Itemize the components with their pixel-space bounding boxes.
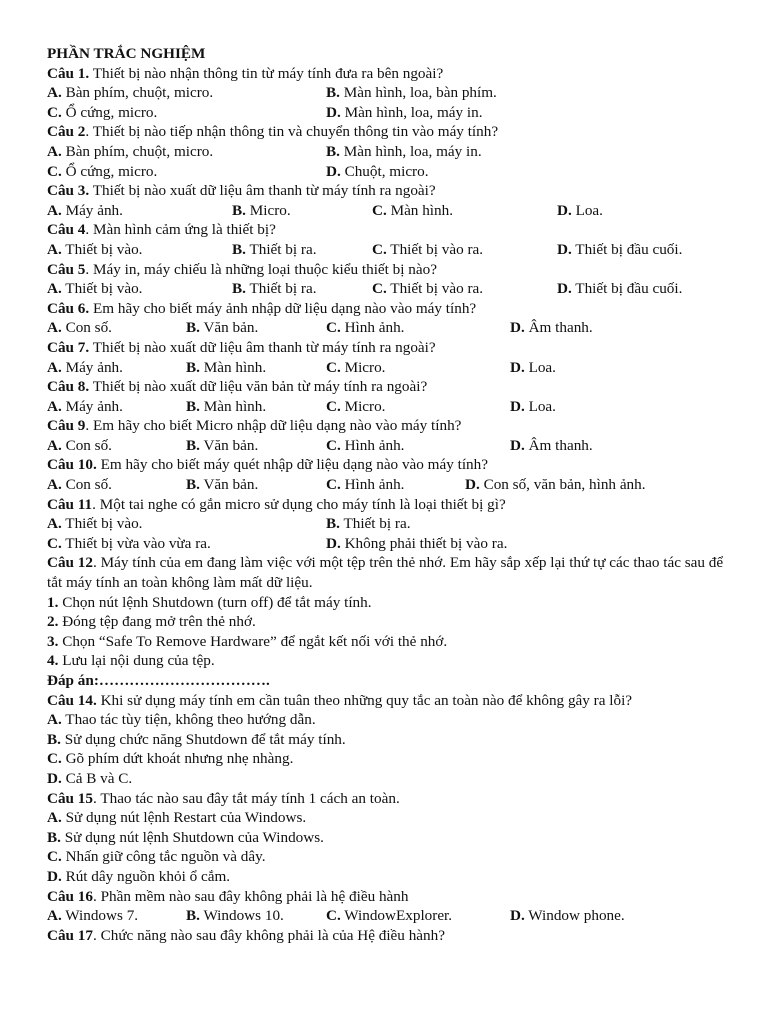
- answer-option: [232, 279, 317, 299]
- option-row: [47, 142, 727, 162]
- option-text: Windows 10.: [199, 907, 284, 925]
- answer-option: [326, 397, 385, 417]
- option-text: Thiết bị vào.: [61, 280, 143, 298]
- question: [47, 220, 727, 240]
- option-letter: A.: [47, 476, 62, 494]
- item-text: Thao tác tùy tiện, không theo hướng dẫn.: [61, 711, 316, 729]
- answer-option: [372, 279, 483, 299]
- section-heading: PHẦN TRẮC NGHIỆM: [47, 45, 206, 62]
- option-text: Bàn phím, chuột, micro.: [61, 142, 214, 160]
- option-text: Con số, văn bản, hình ảnh.: [479, 476, 646, 494]
- question-text: . Em hãy cho biết Micro nhập dữ liệu dạng nào vào máy tính?: [85, 417, 462, 435]
- question-text: . Thao tác nào sau đây tắt máy tính 1 cách an toàn.: [93, 789, 400, 807]
- option-text: Âm thanh.: [524, 436, 593, 454]
- option-row: [47, 534, 727, 554]
- list-item: [47, 769, 727, 789]
- option-letter: D.: [326, 162, 341, 180]
- quiz-document: [47, 44, 727, 945]
- question: [47, 64, 727, 84]
- list-item: [47, 828, 727, 848]
- answer-option: [372, 240, 483, 260]
- question-text: . Thiết bị nào tiếp nhận thông tin và chuyển thông tin vào máy tính?: [85, 123, 499, 141]
- answer-option: [47, 142, 213, 162]
- question-number: Câu 17: [47, 926, 93, 944]
- option-letter: B.: [232, 240, 246, 258]
- option-text: Máy ảnh.: [61, 358, 123, 376]
- option-text: Không phải thiết bị vào ra.: [340, 534, 508, 552]
- option-letter: A.: [47, 142, 62, 160]
- answer-option: [186, 397, 266, 417]
- option-text: Âm thanh.: [524, 319, 593, 337]
- option-letter: D.: [510, 397, 525, 415]
- question: [47, 926, 727, 946]
- option-text: Hình ảnh.: [340, 436, 405, 454]
- quiz-content: [47, 64, 727, 946]
- question-number: Câu 8.: [47, 378, 90, 396]
- option-text: Loa.: [524, 358, 556, 376]
- list-item: [47, 808, 727, 828]
- list-item: [47, 749, 727, 769]
- question-text: Khi sử dụng máy tính em cần tuân theo những quy tắc an toàn nào để không gây ra lỗi?: [96, 691, 633, 709]
- question-number: Câu 7.: [47, 338, 90, 356]
- answer-option: [47, 358, 123, 378]
- answer-option: [47, 397, 123, 417]
- question-text: Thiết bị nào xuất dữ liệu văn bản từ máy tính ra ngoài?: [89, 378, 428, 396]
- option-text: Văn bản.: [199, 319, 259, 337]
- option-text: Thiết bị ra.: [245, 280, 317, 298]
- question-text: . Chức năng nào sau đây không phải là của Hệ điều hành?: [93, 926, 445, 944]
- item-text: Chọn nút lệnh Shutdown (turn off) để tắt máy tính.: [58, 593, 372, 611]
- option-letter: D.: [326, 534, 341, 552]
- option-row: [47, 358, 727, 378]
- question-number: Câu 5: [47, 260, 86, 278]
- item-text: Rút dây nguồn khỏi ổ cắm.: [61, 867, 231, 885]
- answer-option: [186, 906, 284, 926]
- answer-option: [47, 279, 142, 299]
- option-text: Thiết bị vào.: [61, 240, 143, 258]
- option-text: WindowExplorer.: [340, 907, 453, 925]
- question-number: Câu 10.: [47, 456, 97, 474]
- question-number: Câu 12: [47, 554, 93, 572]
- option-text: Thiết bị vừa vào vừa ra.: [61, 534, 211, 552]
- option-letter: B.: [326, 84, 340, 102]
- option-letter: A.: [47, 240, 62, 258]
- list-item: [47, 593, 727, 613]
- option-text: Màn hình.: [199, 358, 267, 376]
- option-text: Màn hình.: [199, 397, 267, 415]
- option-text: Micro.: [340, 358, 386, 376]
- option-text: Màn hình.: [386, 201, 453, 219]
- question-number: Câu 6.: [47, 299, 90, 317]
- question: [47, 789, 727, 809]
- list-item: [47, 651, 727, 671]
- option-letter: A.: [47, 358, 62, 376]
- answer-option: [47, 83, 213, 103]
- question: [47, 495, 727, 515]
- question-text: Em hãy cho biết máy quét nhập dữ liệu dạng nào vào máy tính?: [96, 456, 488, 474]
- answer-option: [47, 162, 157, 182]
- item-marker: 2.: [47, 613, 59, 631]
- option-row: [47, 906, 727, 926]
- option-letter: C.: [47, 103, 62, 121]
- option-letter: C.: [326, 358, 341, 376]
- item-text: Sử dụng chức năng Shutdown để tắt máy tính.: [60, 730, 346, 748]
- question-text: . Một tai nghe có gắn micro sử dụng cho máy tính là loại thiết bị gì?: [92, 495, 506, 513]
- question-number: Câu 9: [47, 417, 86, 435]
- option-text: Thiết bị vào.: [61, 515, 143, 533]
- option-text: Chuột, micro.: [340, 162, 429, 180]
- option-text: Hình ảnh.: [340, 319, 405, 337]
- option-letter: D.: [510, 319, 525, 337]
- option-row: [47, 318, 727, 338]
- answer-option: [47, 475, 112, 495]
- item-text: Chọn “Safe To Remove Hardware” để ngắt kết nối với thẻ nhớ.: [58, 632, 448, 650]
- question-text: . Phần mềm nào sau đây không phải là hệ điều hành: [93, 887, 409, 905]
- option-letter: C.: [372, 280, 387, 298]
- option-text: Ổ cứng, micro.: [61, 162, 158, 180]
- option-text: Máy ảnh.: [61, 201, 123, 219]
- item-marker: A.: [47, 809, 62, 827]
- option-text: Văn bản.: [199, 436, 259, 454]
- answer-option: [232, 201, 291, 221]
- question-text: Thiết bị nào nhận thông tin từ máy tính đưa ra bên ngoài?: [89, 64, 444, 82]
- answer-option: [326, 318, 404, 338]
- option-letter: C.: [326, 907, 341, 925]
- option-letter: D.: [510, 907, 525, 925]
- option-row: [47, 162, 727, 182]
- answer-option: [326, 436, 404, 456]
- answer-option: [186, 475, 258, 495]
- list-item: [47, 710, 727, 730]
- option-letter: D.: [557, 240, 572, 258]
- question-text: Em hãy cho biết máy ảnh nhập dữ liệu dạng nào vào máy tính?: [89, 299, 477, 317]
- question: [47, 887, 727, 907]
- question: [47, 455, 727, 475]
- option-text: Màn hình, loa, máy in.: [339, 142, 482, 160]
- question-text: Thiết bị nào xuất dữ liệu âm thanh từ máy tính ra ngoài?: [89, 338, 436, 356]
- item-marker: A.: [47, 711, 62, 729]
- option-text: Bàn phím, chuột, micro.: [61, 84, 214, 102]
- answer-option: [47, 318, 112, 338]
- option-row: [47, 103, 727, 123]
- option-letter: C.: [326, 436, 341, 454]
- question-number: Câu 2: [47, 123, 86, 141]
- answer-option: [47, 103, 157, 123]
- question: [47, 553, 727, 592]
- option-row: [47, 83, 727, 103]
- option-text: Loa.: [524, 397, 556, 415]
- option-text: Micro.: [245, 201, 291, 219]
- question: [47, 260, 727, 280]
- option-row: [47, 514, 727, 534]
- option-text: Thiết bị ra.: [245, 240, 317, 258]
- option-text: Văn bản.: [199, 476, 259, 494]
- option-letter: C.: [326, 319, 341, 337]
- item-text: Gõ phím dứt khoát nhưng nhẹ nhàng.: [61, 750, 294, 768]
- option-row: [47, 475, 727, 495]
- item-marker: D.: [47, 769, 62, 787]
- answer-option: [557, 240, 682, 260]
- item-marker: B.: [47, 730, 61, 748]
- option-letter: B.: [326, 515, 340, 533]
- option-row: [47, 397, 727, 417]
- item-marker: 3.: [47, 632, 59, 650]
- option-letter: A.: [47, 436, 62, 454]
- option-letter: B.: [232, 280, 246, 298]
- answer-option: [186, 358, 266, 378]
- question-number: Câu 11: [47, 495, 93, 513]
- answer-option: [510, 318, 593, 338]
- answer-option: [510, 436, 593, 456]
- answer-option: [326, 534, 507, 554]
- item-text: Đóng tệp đang mở trên thẻ nhớ.: [58, 613, 256, 631]
- option-text: Con số.: [61, 319, 112, 337]
- option-letter: D.: [326, 103, 341, 121]
- answer-option: [47, 240, 142, 260]
- option-text: Windows 7.: [61, 907, 139, 925]
- list-item: [47, 847, 727, 867]
- option-text: Con số.: [61, 436, 112, 454]
- answer-option: [186, 436, 258, 456]
- item-text: Cả B và C.: [61, 769, 133, 787]
- answer-line: [47, 671, 727, 691]
- question-number: Câu 15: [47, 789, 93, 807]
- answer-option: [47, 906, 138, 926]
- option-row: [47, 201, 727, 221]
- list-item: [47, 867, 727, 887]
- answer-option: [186, 318, 258, 338]
- item-text: Nhấn giữ công tắc nguồn và dây.: [61, 848, 266, 866]
- option-letter: B.: [186, 358, 200, 376]
- list-item: [47, 612, 727, 632]
- answer-option: [372, 201, 453, 221]
- question: [47, 338, 727, 358]
- option-text: Màn hình, loa, bàn phím.: [339, 84, 497, 102]
- answer-option: [47, 534, 211, 554]
- option-text: Màn hình, loa, máy in.: [340, 103, 483, 121]
- question-text: . Máy tính của em đang làm việc với một tệp trên thẻ nhớ. Em hãy sắp xếp lại thứ tự các thao tác sau để tắt máy tính an toàn không làm mất dữ liệu.: [47, 554, 724, 592]
- answer-option: [326, 514, 411, 534]
- item-marker: B.: [47, 828, 61, 846]
- option-text: Ổ cứng, micro.: [61, 103, 158, 121]
- item-text: Sử dụng nút lệnh Restart của Windows.: [61, 809, 307, 827]
- option-text: Loa.: [571, 201, 603, 219]
- option-letter: D.: [557, 280, 572, 298]
- list-item: [47, 730, 727, 750]
- option-text: Thiết bị vào ra.: [386, 240, 484, 258]
- option-row: [47, 436, 727, 456]
- item-text: Lưu lại nội dung của tệp.: [58, 652, 215, 670]
- option-text: Micro.: [340, 397, 386, 415]
- answer-option: [326, 142, 482, 162]
- option-letter: B.: [186, 397, 200, 415]
- option-letter: D.: [510, 436, 525, 454]
- option-letter: D.: [557, 201, 572, 219]
- option-letter: C.: [47, 534, 62, 552]
- option-letter: B.: [232, 201, 246, 219]
- option-letter: B.: [186, 319, 200, 337]
- question-number: Câu 14.: [47, 691, 97, 709]
- answer-option: [326, 906, 452, 926]
- item-marker: C.: [47, 848, 62, 866]
- list-item: [47, 632, 727, 652]
- option-letter: A.: [47, 515, 62, 533]
- answer-label: Đáp án:…………………………….: [47, 672, 270, 689]
- answer-option: [47, 514, 142, 534]
- option-text: Thiết bị đầu cuối.: [571, 240, 683, 258]
- question-text: . Máy in, máy chiếu là những loại thuộc kiểu thiết bị nào?: [85, 260, 437, 278]
- answer-option: [510, 906, 625, 926]
- answer-option: [510, 358, 556, 378]
- answer-option: [326, 162, 429, 182]
- option-text: Thiết bị vào ra.: [386, 280, 484, 298]
- option-text: Con số.: [61, 476, 112, 494]
- option-letter: C.: [372, 240, 387, 258]
- option-letter: A.: [47, 84, 62, 102]
- option-text: Thiết bị đầu cuối.: [571, 280, 683, 298]
- option-letter: A.: [47, 397, 62, 415]
- question: [47, 181, 727, 201]
- question-number: Câu 1.: [47, 64, 90, 82]
- option-letter: B.: [326, 142, 340, 160]
- option-letter: A.: [47, 201, 62, 219]
- option-letter: C.: [326, 397, 341, 415]
- answer-option: [232, 240, 317, 260]
- question-number: Câu 16: [47, 887, 93, 905]
- answer-option: [557, 201, 603, 221]
- option-letter: C.: [326, 476, 341, 494]
- question: [47, 299, 727, 319]
- question: [47, 691, 727, 711]
- answer-option: [47, 436, 112, 456]
- question-text: Thiết bị nào xuất dữ liệu âm thanh từ máy tính ra ngoài?: [89, 182, 436, 200]
- option-letter: A.: [47, 319, 62, 337]
- option-letter: C.: [47, 162, 62, 180]
- answer-option: [510, 397, 556, 417]
- question-number: Câu 3.: [47, 182, 90, 200]
- option-text: Thiết bị ra.: [339, 515, 411, 533]
- answer-option: [326, 475, 404, 495]
- question: [47, 122, 727, 142]
- item-marker: 4.: [47, 652, 59, 670]
- question: [47, 377, 727, 397]
- item-marker: C.: [47, 750, 62, 768]
- item-marker: D.: [47, 867, 62, 885]
- question: [47, 416, 727, 436]
- answer-option: [465, 475, 646, 495]
- option-letter: B.: [186, 907, 200, 925]
- option-letter: D.: [510, 358, 525, 376]
- answer-option: [326, 358, 385, 378]
- answer-option: [47, 201, 123, 221]
- answer-option: [557, 279, 682, 299]
- answer-option: [326, 83, 497, 103]
- option-text: Hình ảnh.: [340, 476, 405, 494]
- item-text: Sử dụng nút lệnh Shutdown của Windows.: [60, 828, 324, 846]
- option-letter: B.: [186, 436, 200, 454]
- question-number: Câu 4: [47, 221, 86, 239]
- question-text: . Màn hình cảm ứng là thiết bị?: [85, 221, 276, 239]
- option-row: [47, 240, 727, 260]
- option-text: Window phone.: [524, 907, 625, 925]
- option-text: Máy ảnh.: [61, 397, 123, 415]
- option-letter: A.: [47, 907, 62, 925]
- option-letter: A.: [47, 280, 62, 298]
- option-letter: B.: [186, 476, 200, 494]
- item-marker: 1.: [47, 593, 59, 611]
- option-row: [47, 279, 727, 299]
- option-letter: D.: [465, 476, 480, 494]
- answer-option: [326, 103, 483, 123]
- option-letter: C.: [372, 201, 387, 219]
